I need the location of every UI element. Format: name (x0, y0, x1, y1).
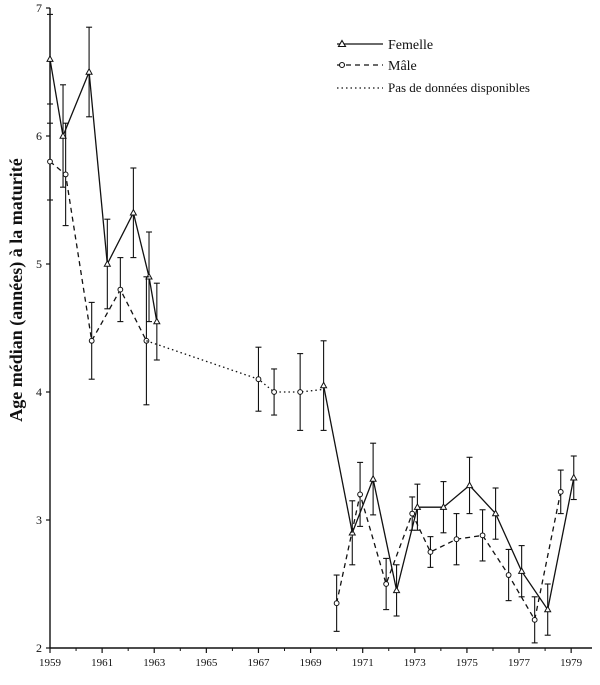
legend-label-no-data: Pas de données disponibles (388, 80, 530, 95)
x-tick-label: 1975 (455, 657, 478, 669)
point-male (428, 550, 433, 555)
x-tick-label: 1959 (39, 657, 61, 669)
point-male (48, 159, 53, 164)
y-tick-label: 3 (36, 513, 42, 527)
series-line-femelle (324, 386, 574, 610)
point-male (480, 533, 485, 538)
legend (337, 38, 530, 95)
point-femelle (394, 587, 400, 592)
point-femelle (321, 382, 327, 387)
y-tick-label: 7 (36, 1, 42, 15)
point-femelle (519, 568, 525, 573)
point-femelle (130, 210, 136, 215)
point-male (558, 489, 563, 494)
point-femelle (86, 69, 92, 74)
point-no-data (272, 390, 277, 395)
series-line-male (50, 162, 146, 341)
x-tick-label: 1965 (195, 657, 218, 669)
point-male (118, 287, 123, 292)
point-femelle (467, 482, 473, 487)
legend-marker-circle (340, 63, 345, 68)
point-femelle (571, 475, 577, 480)
point-male (384, 582, 389, 587)
point-male (334, 601, 339, 606)
point-male (506, 573, 511, 578)
point-no-data (298, 390, 303, 395)
point-male (63, 172, 68, 177)
x-tick-label: 1967 (247, 657, 270, 669)
point-male (532, 617, 537, 622)
y-tick-label: 5 (36, 257, 42, 271)
legend-label-femelle: Femelle (388, 38, 434, 53)
point-male (89, 338, 94, 343)
y-tick-label: 4 (36, 385, 42, 399)
point-femelle (104, 261, 110, 266)
point-no-data (256, 377, 261, 382)
x-tick-label: 1961 (91, 657, 114, 669)
point-male (410, 511, 415, 516)
x-tick-label: 1971 (351, 657, 374, 669)
x-tick-label: 1973 (403, 657, 426, 669)
x-tick-label: 1969 (299, 657, 322, 669)
point-femelle (370, 476, 376, 481)
series-line-no-data (146, 341, 323, 392)
point-femelle (154, 318, 160, 323)
legend-label-male: Mâle (388, 59, 417, 74)
plot-area (47, 14, 577, 642)
x-tick-label: 1963 (143, 657, 166, 669)
point-male (454, 537, 459, 542)
point-femelle (47, 56, 53, 61)
x-tick-label: 1979 (560, 657, 583, 669)
x-tick-label: 1977 (508, 657, 531, 669)
y-axis-label: Age médian (années) à la maturité (6, 158, 26, 422)
y-tick-label: 2 (36, 641, 42, 655)
y-tick-label: 6 (36, 129, 42, 143)
series-line-male (337, 492, 561, 620)
point-male (358, 492, 363, 497)
